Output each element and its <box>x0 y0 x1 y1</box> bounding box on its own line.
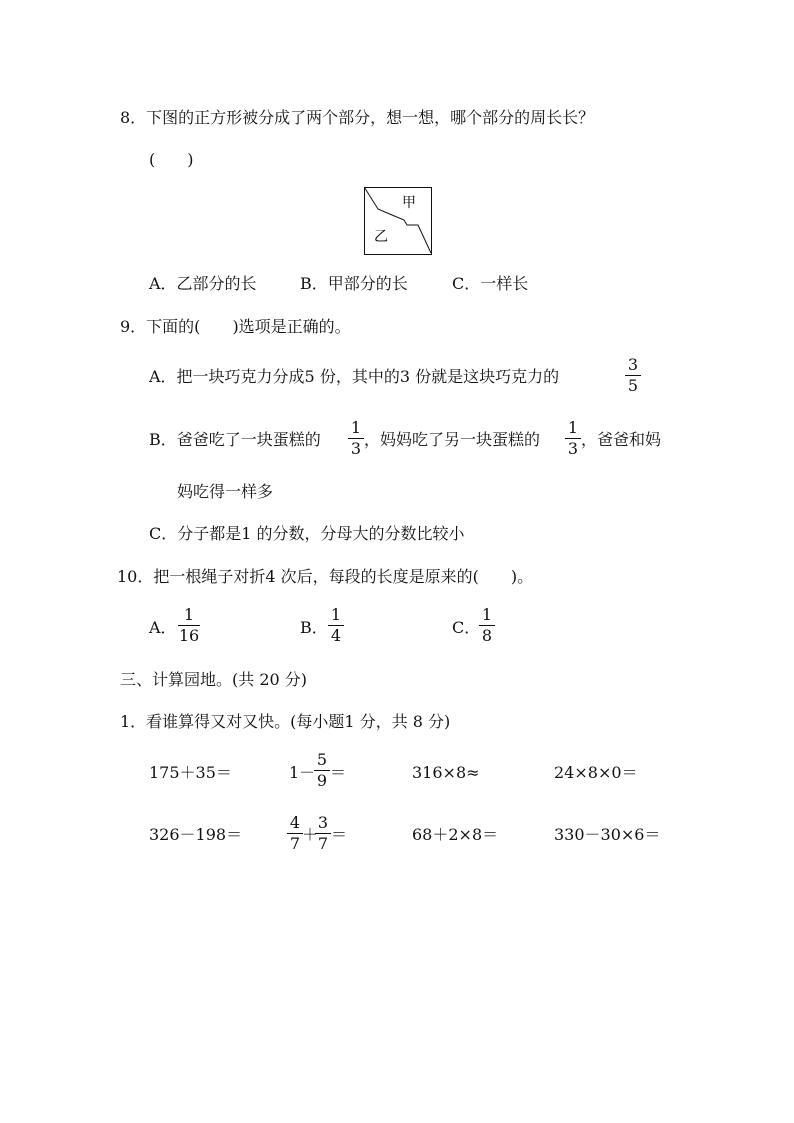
calc-r2c2-fraction2 <box>315 814 331 853</box>
fraction-numerator: 3 <box>317 813 329 832</box>
q8-stem: 8．下图的正方形被分成了两个部分，想一想，哪个部分的周长长？ <box>120 108 595 127</box>
q8-option-c[interactable]: C．一样长 <box>452 274 529 293</box>
calc-r1c1: 175＋35＝ <box>149 763 232 782</box>
q9-option-b-fraction2 <box>565 419 581 458</box>
fraction-denominator: 7 <box>317 834 329 853</box>
fraction-denominator: 8 <box>481 626 493 645</box>
part-a-label: 甲 <box>402 195 416 211</box>
q10-option-a-label[interactable]: A． <box>149 618 177 637</box>
part-b-label: 乙 <box>374 229 388 245</box>
fraction-denominator: 3 <box>350 439 362 458</box>
square-figure <box>364 187 432 255</box>
fraction-numerator: 1 <box>481 605 493 624</box>
q9-option-a-fraction <box>625 356 641 395</box>
fraction-numerator: 1 <box>330 605 342 624</box>
q8-answer-blank[interactable]: ( ) <box>149 150 194 169</box>
q9-option-b-part2: ，妈妈吃了另一块蛋糕的 <box>364 430 541 449</box>
fraction-denominator: 7 <box>289 834 301 853</box>
q9-option-b-part1[interactable]: B．爸爸吃了一块蛋糕的 <box>149 430 321 449</box>
fraction-numerator: 5 <box>316 750 328 769</box>
q8-option-a[interactable]: A．乙部分的长 <box>149 274 257 293</box>
q10-option-c-fraction <box>479 606 495 645</box>
q10-option-b-fraction <box>328 606 344 645</box>
q9-option-a[interactable]: A．把一块巧克力分成5 份，其中的3 份就是这块巧克力的 <box>149 367 560 386</box>
calc-r1c2-fraction <box>314 751 330 790</box>
calc-r1c2-pre: 1－ <box>289 763 316 782</box>
q9-option-b-part3: ，爸爸和妈 <box>581 430 662 449</box>
calc-r2c1: 326－198＝ <box>149 825 243 844</box>
q9-option-c[interactable]: C．分子都是1 的分数，分母大的分数比较小 <box>149 524 465 543</box>
q8-option-b[interactable]: B．甲部分的长 <box>300 274 408 293</box>
q9-stem <box>120 317 351 337</box>
section3-q1-stem: 1．看谁算得又对又快。(每小题1 分，共 8 分) <box>120 712 451 731</box>
q10-option-c-label[interactable]: C． <box>452 618 481 637</box>
fraction-denominator: 5 <box>627 376 639 395</box>
calc-r1c3: 316×8≈ <box>412 763 480 782</box>
calc-r1c4: 24×8×0＝ <box>554 763 638 782</box>
fraction-numerator: 3 <box>627 355 639 374</box>
q9-stem-after: )选项是正确的。 <box>232 317 351 336</box>
fraction-numerator: 1 <box>183 605 195 624</box>
q9-option-b-fraction1 <box>348 419 364 458</box>
section3-title: 三、计算园地。(共 20 分) <box>120 670 308 689</box>
q10-stem: 10．把一根绳子对折4 次后，每段的长度是原来的( )。 <box>117 567 534 586</box>
q9-stem-before: 9．下面的( <box>120 317 201 336</box>
calc-r2c2-fraction1 <box>287 814 303 853</box>
calc-r2c2-op: ＋ <box>302 825 319 844</box>
fraction-denominator: 4 <box>330 626 342 645</box>
fraction-denominator: 9 <box>316 771 328 790</box>
fraction-numerator: 4 <box>289 813 301 832</box>
q10-option-a-fraction <box>178 606 200 645</box>
q10-option-b-label[interactable]: B． <box>300 618 328 637</box>
q9-option-b-part4: 妈吃得一样多 <box>177 482 274 501</box>
calc-r1c2-post: ＝ <box>330 763 347 782</box>
calc-r2c2-post: ＝ <box>331 825 348 844</box>
fraction-numerator: 1 <box>567 418 579 437</box>
calc-r2c4: 330－30×6＝ <box>554 825 661 844</box>
fraction-numerator: 1 <box>350 418 362 437</box>
fraction-denominator: 3 <box>567 439 579 458</box>
calc-r2c3: 68＋2×8＝ <box>412 825 499 844</box>
fraction-denominator: 16 <box>178 626 200 645</box>
